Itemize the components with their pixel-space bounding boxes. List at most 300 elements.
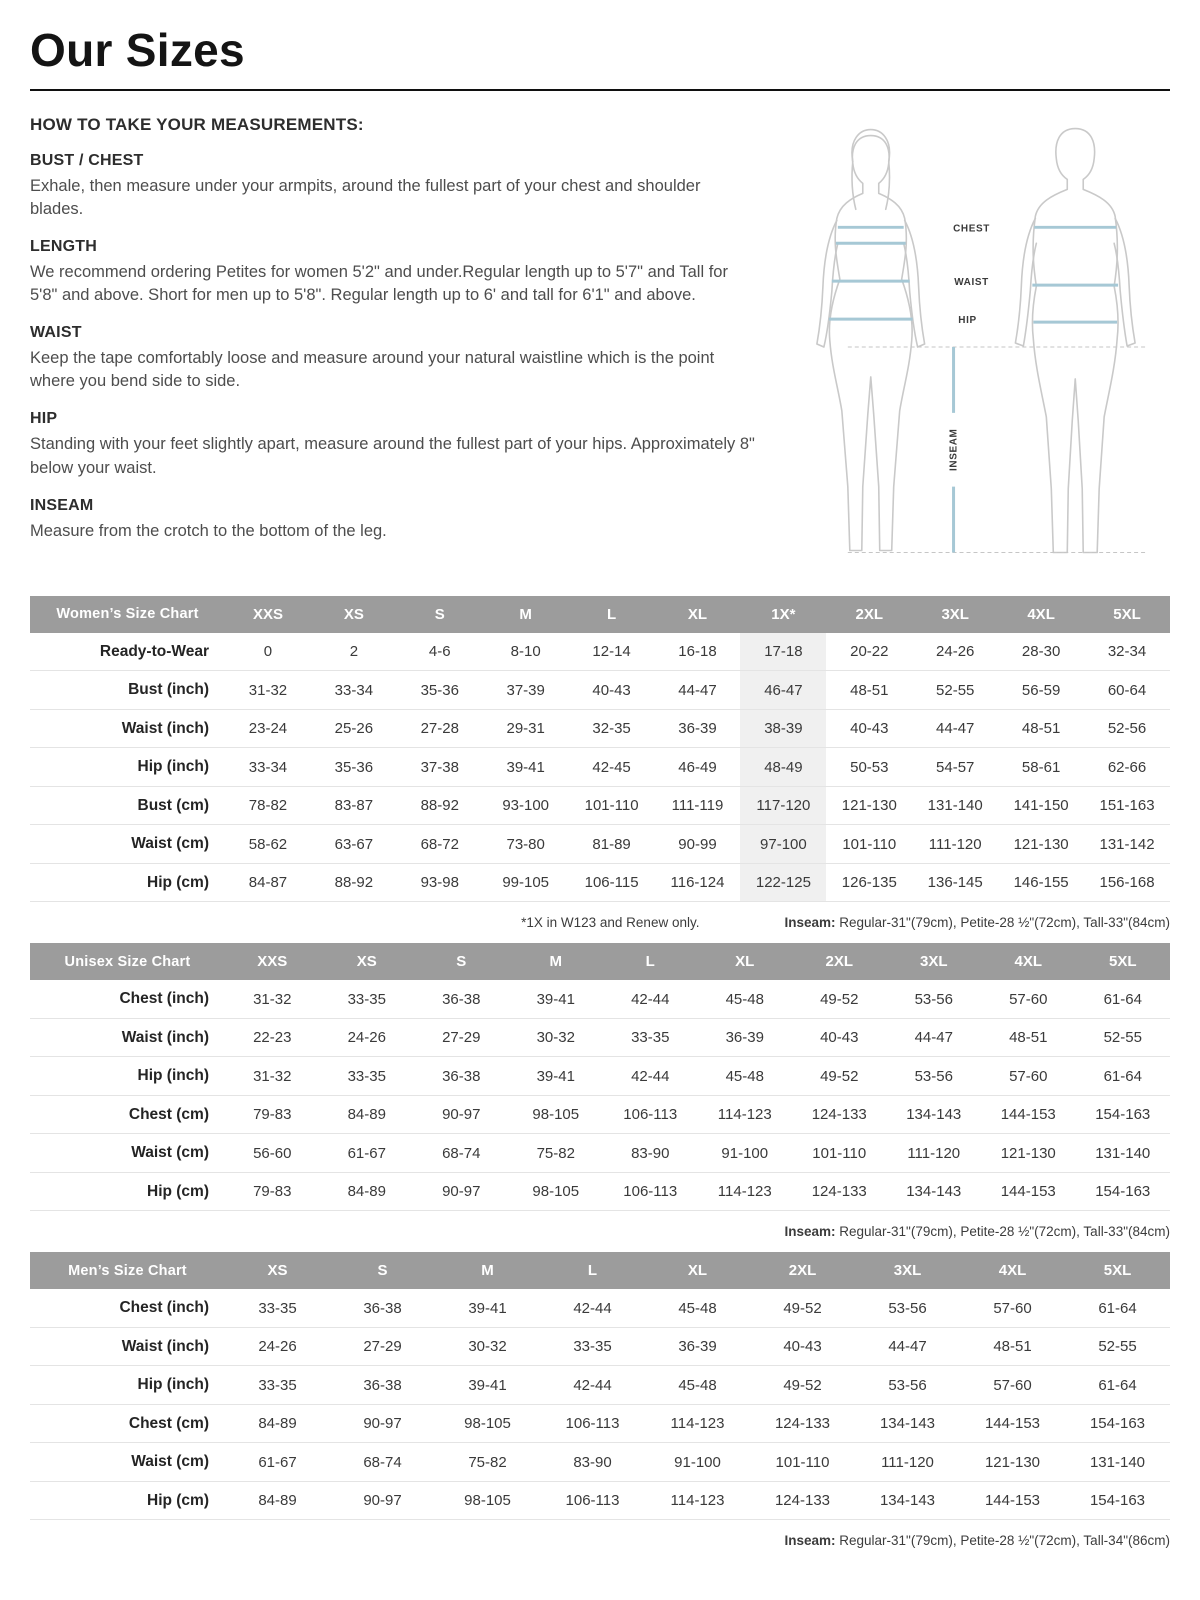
table-footnotes — [30, 1224, 1170, 1239]
size-cell: 33-35 — [603, 1018, 698, 1057]
size-cell: 33-35 — [225, 1366, 330, 1405]
size-column-header: XL — [698, 943, 793, 980]
size-cell: 38-39 — [740, 709, 826, 748]
size-cell: 49-52 — [750, 1289, 855, 1327]
size-cell: 58-61 — [998, 748, 1084, 787]
table-row — [30, 671, 1170, 710]
table-row — [30, 748, 1170, 787]
size-cell: 56-59 — [998, 671, 1084, 710]
size-cell: 91-100 — [645, 1443, 750, 1482]
size-cell: 111-120 — [887, 1134, 982, 1173]
size-cell: 0 — [225, 633, 311, 671]
size-cell: 111-120 — [855, 1443, 960, 1482]
size-cell: 36-38 — [414, 1057, 509, 1096]
row-label: Waist (cm) — [30, 1443, 225, 1482]
size-cell: 101-110 — [750, 1443, 855, 1482]
size-cell: 2 — [311, 633, 397, 671]
size-cell: 31-32 — [225, 980, 320, 1018]
table-row — [30, 1134, 1170, 1173]
row-label: Hip (cm) — [30, 1172, 225, 1211]
instruction-body: Measure from the crotch to the bottom of the leg. — [30, 521, 387, 540]
size-cell: 31-32 — [225, 1057, 320, 1096]
size-cell: 144-153 — [981, 1095, 1076, 1134]
size-cell: 31-32 — [225, 671, 311, 710]
size-cell: 106-113 — [540, 1481, 645, 1520]
size-column-header: S — [397, 596, 483, 633]
size-cell: 106-113 — [603, 1095, 698, 1134]
size-column-header: S — [414, 943, 509, 980]
size-cell: 81-89 — [569, 825, 655, 864]
size-column-header: L — [569, 596, 655, 633]
size-cell: 40-43 — [792, 1018, 887, 1057]
table-row — [30, 980, 1170, 1018]
size-cell: 45-48 — [698, 1057, 793, 1096]
instruction-section — [30, 324, 756, 393]
row-label: Hip (inch) — [30, 1057, 225, 1096]
size-cell: 24-26 — [320, 1018, 415, 1057]
table-row — [30, 1404, 1170, 1443]
size-cell: 61-67 — [320, 1134, 415, 1173]
size-cell: 45-48 — [698, 980, 793, 1018]
size-cell: 98-105 — [509, 1095, 604, 1134]
size-cell: 121-130 — [998, 825, 1084, 864]
table-row — [30, 633, 1170, 671]
size-cell: 151-163 — [1084, 786, 1170, 825]
one-x-footnote: *1X in W123 and Renew only. — [521, 915, 700, 931]
size-cell: 75-82 — [435, 1443, 540, 1482]
size-cell: 49-52 — [792, 980, 887, 1018]
page-title: Our Sizes — [30, 24, 245, 76]
size-cell: 98-105 — [509, 1172, 604, 1211]
instruction-title: BUST / CHEST — [30, 151, 144, 169]
size-cell: 84-87 — [225, 863, 311, 902]
size-cell: 48-49 — [740, 748, 826, 787]
size-cell: 57-60 — [981, 1057, 1076, 1096]
size-cell: 39-41 — [509, 1057, 604, 1096]
size-cell: 53-56 — [855, 1289, 960, 1327]
table-row — [30, 1057, 1170, 1096]
size-cell: 49-52 — [792, 1057, 887, 1096]
table-row — [30, 1443, 1170, 1482]
size-cell: 116-124 — [655, 863, 741, 902]
size-cell: 56-60 — [225, 1134, 320, 1173]
size-cell: 20-22 — [826, 633, 912, 671]
womens-size-chart-block — [30, 596, 1170, 931]
table-footnotes — [30, 1533, 1170, 1548]
waist-label: WAIST — [954, 277, 989, 289]
size-cell: 75-82 — [509, 1134, 604, 1173]
size-cell: 44-47 — [912, 709, 998, 748]
size-column-header: 2XL — [792, 943, 887, 980]
size-cell: 40-43 — [750, 1327, 855, 1366]
size-cell: 17-18 — [740, 633, 826, 671]
size-cell: 39-41 — [435, 1366, 540, 1405]
size-cell: 12-14 — [569, 633, 655, 671]
size-cell: 52-56 — [1084, 709, 1170, 748]
size-cell: 131-140 — [1076, 1134, 1171, 1173]
size-cell: 40-43 — [826, 709, 912, 748]
size-cell: 46-49 — [655, 748, 741, 787]
size-cell: 90-97 — [414, 1172, 509, 1211]
row-label: Chest (inch) — [30, 980, 225, 1018]
size-cell: 84-89 — [320, 1172, 415, 1211]
size-cell: 61-67 — [225, 1443, 330, 1482]
size-cell: 33-35 — [540, 1327, 645, 1366]
size-cell: 93-98 — [397, 863, 483, 902]
size-cell: 79-83 — [225, 1095, 320, 1134]
size-cell: 35-36 — [311, 748, 397, 787]
size-cell: 79-83 — [225, 1172, 320, 1211]
size-cell: 90-99 — [655, 825, 741, 864]
size-cell: 48-51 — [981, 1018, 1076, 1057]
size-cell: 48-51 — [998, 709, 1084, 748]
size-cell: 52-55 — [1065, 1327, 1170, 1366]
size-cell: 154-163 — [1076, 1095, 1171, 1134]
instruction-body: We recommend ordering Petites for women 5'2" and under.Regular length up to 5'7" and Tall for 5'8" and above. Short for men up to 5'8". Regular length up to 6' and tall for 6'1" and above. — [30, 263, 728, 305]
size-cell: 61-64 — [1065, 1289, 1170, 1327]
size-column-header: XXS — [225, 596, 311, 633]
size-cell: 83-90 — [603, 1134, 698, 1173]
size-cell: 28-30 — [998, 633, 1084, 671]
size-cell: 121-130 — [960, 1443, 1065, 1482]
size-cell: 146-155 — [998, 863, 1084, 902]
size-cell: 124-133 — [750, 1404, 855, 1443]
size-column-header: XS — [311, 596, 397, 633]
size-cell: 73-80 — [483, 825, 569, 864]
row-label: Hip (inch) — [30, 1366, 225, 1405]
size-cell: 42-44 — [540, 1289, 645, 1327]
size-cell: 134-143 — [855, 1404, 960, 1443]
size-column-header: 4XL — [960, 1252, 1065, 1289]
mens-size-chart — [30, 1252, 1170, 1520]
instruction-section — [30, 497, 756, 543]
size-cell: 111-120 — [912, 825, 998, 864]
size-cell: 126-135 — [826, 863, 912, 902]
size-cell: 33-34 — [311, 671, 397, 710]
instruction-body: Keep the tape comfortably loose and measure around your natural waistline which is the point where you bend side to side. — [30, 349, 715, 391]
table-row — [30, 863, 1170, 902]
size-cell: 134-143 — [887, 1095, 982, 1134]
size-cell: 99-105 — [483, 863, 569, 902]
size-column-header: 5XL — [1065, 1252, 1170, 1289]
size-cell: 141-150 — [998, 786, 1084, 825]
size-cell: 36-39 — [645, 1327, 750, 1366]
unisex-size-chart — [30, 943, 1170, 1211]
size-cell: 121-130 — [981, 1134, 1076, 1173]
measurement-diagram — [776, 115, 1170, 590]
size-cell: 61-64 — [1076, 980, 1171, 1018]
size-cell: 136-145 — [912, 863, 998, 902]
size-column-header: 3XL — [912, 596, 998, 633]
table-row — [30, 1095, 1170, 1134]
size-column-header: 1X* — [740, 596, 826, 633]
size-cell: 33-35 — [320, 1057, 415, 1096]
size-cell: 37-38 — [397, 748, 483, 787]
table-footnotes — [30, 915, 1170, 930]
title-divider — [30, 89, 1170, 91]
size-column-header: L — [540, 1252, 645, 1289]
size-cell: 144-153 — [960, 1481, 1065, 1520]
size-cell: 58-62 — [225, 825, 311, 864]
size-cell: 90-97 — [330, 1481, 435, 1520]
hip-label: HIP — [958, 314, 977, 326]
size-cell: 45-48 — [645, 1289, 750, 1327]
size-cell: 88-92 — [397, 786, 483, 825]
size-cell: 68-74 — [330, 1443, 435, 1482]
size-cell: 36-38 — [414, 980, 509, 1018]
row-label: Chest (cm) — [30, 1095, 225, 1134]
instruction-title: HIP — [30, 410, 58, 428]
size-cell: 35-36 — [397, 671, 483, 710]
size-cell: 60-64 — [1084, 671, 1170, 710]
size-cell: 40-43 — [569, 671, 655, 710]
size-cell: 78-82 — [225, 786, 311, 825]
size-cell: 52-55 — [912, 671, 998, 710]
size-cell: 46-47 — [740, 671, 826, 710]
instruction-title: INSEAM — [30, 496, 94, 514]
table-row — [30, 1366, 1170, 1405]
size-column-header: XL — [655, 596, 741, 633]
size-cell: 124-133 — [792, 1172, 887, 1211]
table-title: Unisex Size Chart — [30, 943, 225, 980]
size-cell: 111-119 — [655, 786, 741, 825]
size-cell: 36-38 — [330, 1289, 435, 1327]
size-column-header: XXS — [225, 943, 320, 980]
size-cell: 50-53 — [826, 748, 912, 787]
row-label: Waist (inch) — [30, 1327, 225, 1366]
instruction-title: WAIST — [30, 324, 82, 342]
row-label: Hip (cm) — [30, 863, 225, 902]
size-cell: 32-34 — [1084, 633, 1170, 671]
mens-size-chart-block — [30, 1252, 1170, 1548]
header-row — [30, 1252, 1170, 1289]
size-cell: 61-64 — [1076, 1057, 1171, 1096]
size-cell: 33-35 — [320, 980, 415, 1018]
size-cell: 83-87 — [311, 786, 397, 825]
size-cell: 106-113 — [603, 1172, 698, 1211]
size-cell: 30-32 — [509, 1018, 604, 1057]
size-cell: 37-39 — [483, 671, 569, 710]
womens-size-chart — [30, 596, 1170, 903]
row-label: Waist (cm) — [30, 1134, 225, 1173]
size-cell: 131-140 — [1065, 1443, 1170, 1482]
table-row — [30, 1172, 1170, 1211]
size-cell: 91-100 — [698, 1134, 793, 1173]
size-cell: 48-51 — [826, 671, 912, 710]
size-cell: 121-130 — [826, 786, 912, 825]
row-label: Hip (inch) — [30, 748, 225, 787]
size-column-header: 5XL — [1084, 596, 1170, 633]
size-column-header: 2XL — [750, 1252, 855, 1289]
inseam-note: Inseam: Regular-31"(79cm), Petite-28 ½"(72cm), Tall-33"(84cm) — [784, 1224, 1170, 1240]
size-cell: 68-72 — [397, 825, 483, 864]
size-column-header: 4XL — [998, 596, 1084, 633]
size-cell: 114-123 — [645, 1404, 750, 1443]
size-cell: 8-10 — [483, 633, 569, 671]
size-cell: 52-55 — [1076, 1018, 1171, 1057]
size-cell: 98-105 — [435, 1404, 540, 1443]
size-column-header: S — [330, 1252, 435, 1289]
instruction-body: Exhale, then measure under your armpits, around the fullest part of your chest and shoulder blades. — [30, 176, 701, 218]
size-cell: 39-41 — [435, 1289, 540, 1327]
row-label: Ready-to-Wear — [30, 633, 225, 671]
size-column-header: XS — [225, 1252, 330, 1289]
instruction-section — [30, 238, 756, 307]
table-row — [30, 1289, 1170, 1327]
size-cell: 27-28 — [397, 709, 483, 748]
size-cell: 30-32 — [435, 1327, 540, 1366]
size-cell: 42-44 — [603, 1057, 698, 1096]
table-row — [30, 709, 1170, 748]
row-label: Hip (cm) — [30, 1481, 225, 1520]
size-cell: 16-18 — [655, 633, 741, 671]
size-cell: 33-34 — [225, 748, 311, 787]
size-cell: 88-92 — [311, 863, 397, 902]
size-cell: 24-26 — [912, 633, 998, 671]
size-cell: 53-56 — [887, 980, 982, 1018]
size-cell: 124-133 — [792, 1095, 887, 1134]
size-cell: 68-74 — [414, 1134, 509, 1173]
size-cell: 42-44 — [603, 980, 698, 1018]
row-label: Waist (inch) — [30, 1018, 225, 1057]
size-cell: 61-64 — [1065, 1366, 1170, 1405]
size-cell: 53-56 — [855, 1366, 960, 1405]
instruction-sections — [30, 152, 756, 543]
size-cell: 97-100 — [740, 825, 826, 864]
size-cell: 124-133 — [750, 1481, 855, 1520]
man-figure-outline — [1015, 128, 1135, 552]
size-cell: 90-97 — [330, 1404, 435, 1443]
size-cell: 39-41 — [509, 980, 604, 1018]
inseam-note: Inseam: Regular-31"(79cm), Petite-28 ½"(72cm), Tall-34"(86cm) — [784, 1533, 1170, 1549]
row-label: Bust (inch) — [30, 671, 225, 710]
header-row — [30, 596, 1170, 633]
size-cell: 106-113 — [540, 1404, 645, 1443]
instruction-title: LENGTH — [30, 238, 97, 256]
row-label: Bust (cm) — [30, 786, 225, 825]
size-cell: 32-35 — [569, 709, 655, 748]
size-cell: 27-29 — [414, 1018, 509, 1057]
size-cell: 63-67 — [311, 825, 397, 864]
size-cell: 117-120 — [740, 786, 826, 825]
size-cell: 33-35 — [225, 1289, 330, 1327]
size-column-header: L — [603, 943, 698, 980]
size-cell: 114-123 — [645, 1481, 750, 1520]
top-section — [30, 115, 1170, 590]
size-cell: 84-89 — [320, 1095, 415, 1134]
size-cell: 48-51 — [960, 1327, 1065, 1366]
size-column-header: 4XL — [981, 943, 1076, 980]
size-cell: 24-26 — [225, 1327, 330, 1366]
size-column-header: 3XL — [887, 943, 982, 980]
chest-label: CHEST — [953, 223, 990, 235]
size-cell: 27-29 — [330, 1327, 435, 1366]
instruction-section — [30, 152, 756, 221]
size-cell: 101-110 — [792, 1134, 887, 1173]
row-label: Waist (cm) — [30, 825, 225, 864]
size-cell: 154-163 — [1076, 1172, 1171, 1211]
table-row — [30, 1018, 1170, 1057]
size-column-header: XS — [320, 943, 415, 980]
size-cell: 4-6 — [397, 633, 483, 671]
size-column-header: 3XL — [855, 1252, 960, 1289]
table-title: Men’s Size Chart — [30, 1252, 225, 1289]
size-cell: 62-66 — [1084, 748, 1170, 787]
size-cell: 29-31 — [483, 709, 569, 748]
size-cell: 57-60 — [981, 980, 1076, 1018]
instruction-section — [30, 410, 756, 479]
size-cell: 84-89 — [225, 1481, 330, 1520]
size-cell: 90-97 — [414, 1095, 509, 1134]
size-cell: 114-123 — [698, 1172, 793, 1211]
size-cell: 154-163 — [1065, 1404, 1170, 1443]
table-row — [30, 786, 1170, 825]
size-cell: 36-38 — [330, 1366, 435, 1405]
size-column-header: M — [509, 943, 604, 980]
table-row — [30, 825, 1170, 864]
instruction-body: Standing with your feet slightly apart, measure around the fullest part of your hips. Approximately 8" below your waist. — [30, 435, 755, 477]
table-row — [30, 1327, 1170, 1366]
size-cell: 131-140 — [912, 786, 998, 825]
size-cell: 98-105 — [435, 1481, 540, 1520]
size-cell: 54-57 — [912, 748, 998, 787]
size-cell: 122-125 — [740, 863, 826, 902]
measurement-lines — [829, 227, 1118, 322]
measurement-instructions — [30, 115, 756, 590]
size-cell: 83-90 — [540, 1443, 645, 1482]
inseam-label: INSEAM — [948, 428, 960, 471]
size-cell: 36-39 — [655, 709, 741, 748]
size-cell: 144-153 — [960, 1404, 1065, 1443]
size-cell: 44-47 — [855, 1327, 960, 1366]
table-row — [30, 1481, 1170, 1520]
size-cell: 101-110 — [826, 825, 912, 864]
header-row — [30, 943, 1170, 980]
size-cell: 25-26 — [311, 709, 397, 748]
row-label: Chest (cm) — [30, 1404, 225, 1443]
size-tables — [30, 596, 1170, 1549]
size-cell: 156-168 — [1084, 863, 1170, 902]
size-cell: 131-142 — [1084, 825, 1170, 864]
row-label: Waist (inch) — [30, 709, 225, 748]
size-cell: 144-153 — [981, 1172, 1076, 1211]
size-cell: 134-143 — [887, 1172, 982, 1211]
size-cell: 57-60 — [960, 1289, 1065, 1327]
size-column-header: M — [435, 1252, 540, 1289]
size-cell: 93-100 — [483, 786, 569, 825]
size-cell: 53-56 — [887, 1057, 982, 1096]
size-cell: 57-60 — [960, 1366, 1065, 1405]
size-cell: 44-47 — [655, 671, 741, 710]
size-column-header: 5XL — [1076, 943, 1171, 980]
size-cell: 42-45 — [569, 748, 655, 787]
size-cell: 44-47 — [887, 1018, 982, 1057]
size-column-header: 2XL — [826, 596, 912, 633]
woman-figure-outline — [817, 129, 925, 550]
size-cell: 45-48 — [645, 1366, 750, 1405]
unisex-size-chart-block — [30, 943, 1170, 1239]
size-cell: 84-89 — [225, 1404, 330, 1443]
body-measurement-illustration — [776, 115, 1170, 585]
inseam-note: Inseam: Regular-31"(79cm), Petite-28 ½"(72cm), Tall-33"(84cm) — [784, 915, 1170, 931]
table-title: Women’s Size Chart — [30, 596, 225, 633]
size-cell: 134-143 — [855, 1481, 960, 1520]
size-cell: 114-123 — [698, 1095, 793, 1134]
size-column-header: XL — [645, 1252, 750, 1289]
instructions-heading: HOW TO TAKE YOUR MEASUREMENTS: — [30, 114, 364, 134]
row-label: Chest (inch) — [30, 1289, 225, 1327]
size-cell: 36-39 — [698, 1018, 793, 1057]
